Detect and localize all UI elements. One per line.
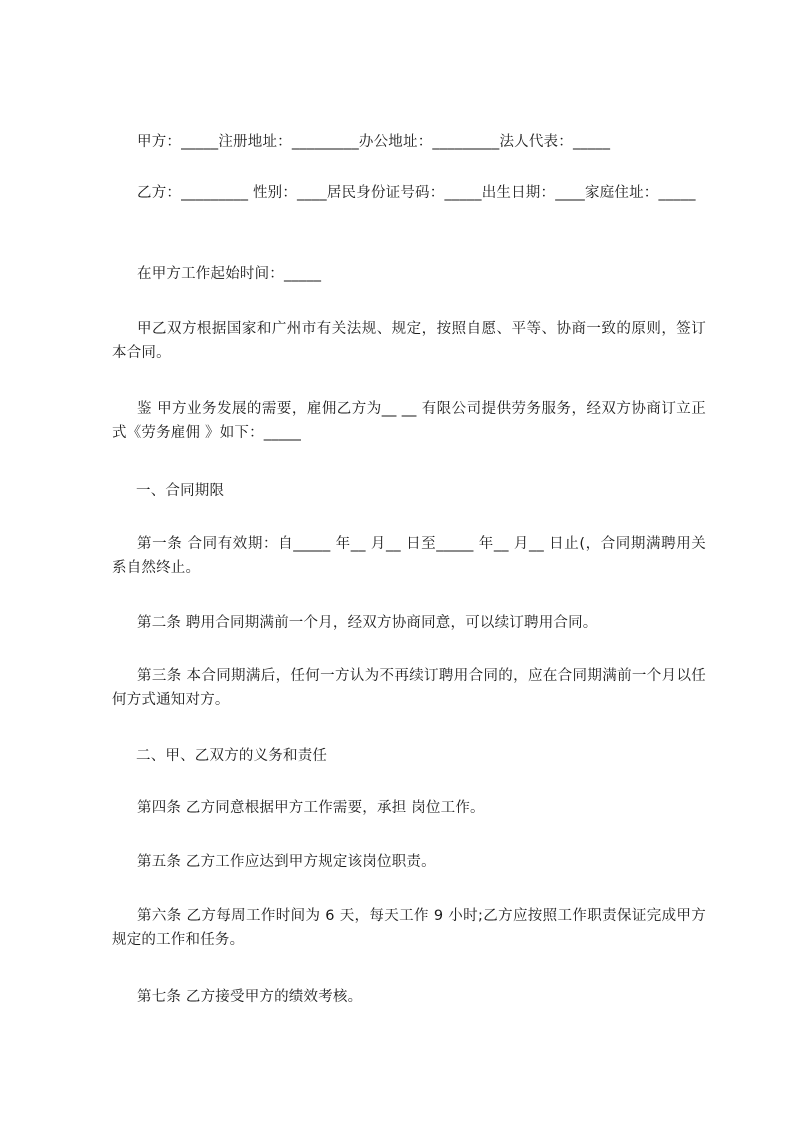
party-a-info: 甲方：_____注册地址：_________办公地址：_________法人代表：_____ [137,134,611,150]
preamble-paragraph: 甲乙双方根据国家和广州市有关法规、规定，按照自愿、平等、协商一致的原则，签订本合同。 [112,321,706,361]
start-date-line: 在甲方工作起始时间：_____ [137,266,322,282]
article-5: 第五条 乙方工作应达到甲方规定该岗位职责。 [137,854,436,870]
article-1: 第一条 合同有效期：自_____ 年__ 月__ 日至_____ 年__ 月__ 日止(，合同期满聘用关系自然终止。 [112,536,706,576]
section-heading-obligations: 二、甲、乙双方的义务和责任 [136,748,328,764]
section-heading-term: 一、合同期限 [136,483,225,499]
article-3: 第三条 本合同期满后，任何一方认为不再续订聘用合同的，应在合同期满前一个月以任何方式通知对方。 [112,668,706,708]
party-b-info: 乙方：_________ 性别：____居民身份证号码：_____出生日期：____家庭住址：_____ [137,185,696,201]
article-7: 第七条 乙方接受甲方的绩效考核。 [137,989,363,1005]
article-2: 第二条 聘用合同期满前一个月，经双方协商同意，可以续订聘用合同。 [137,615,598,631]
purpose-paragraph: 鉴 甲方业务发展的需要，雇佣乙方为__ __ 有限公司提供劳务服务，经双方协商订立正式《劳务雇佣 》如下：_____ [112,401,706,441]
article-6: 第六条 乙方每周工作时间为 6 天，每天工作 9 小时;乙方应按照工作职责保证完成甲方规定的工作和任务。 [112,908,706,948]
article-4: 第四条 乙方同意根据甲方工作需要，承担 岗位工作。 [137,800,485,816]
